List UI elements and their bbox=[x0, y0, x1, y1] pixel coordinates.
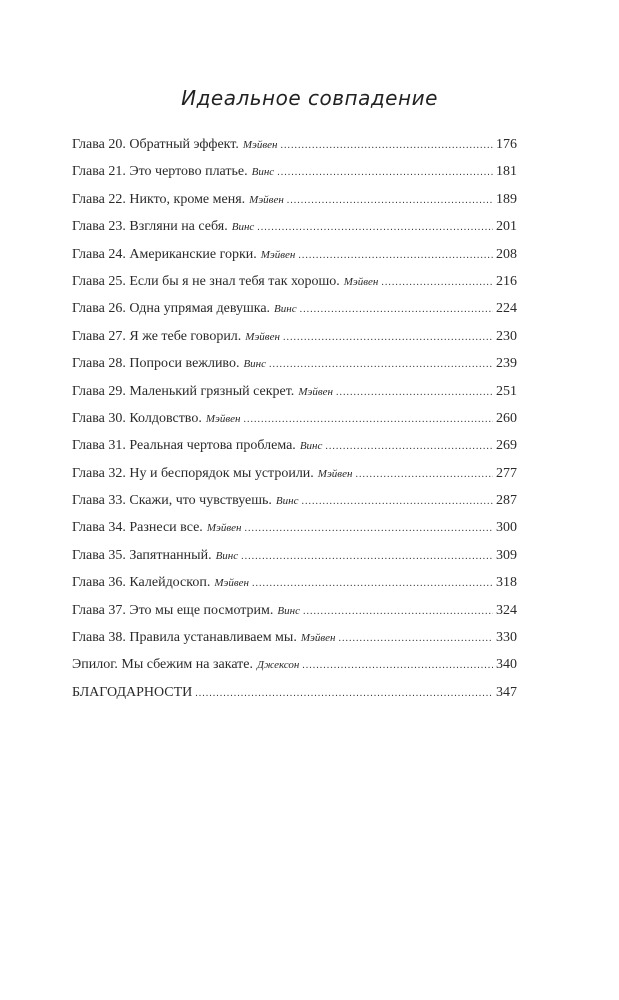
toc-entry-title: Эпилог. Мы сбежим на закате. bbox=[72, 657, 254, 673]
toc-entry-page-number: 239 bbox=[496, 356, 517, 372]
dot-leader bbox=[277, 159, 493, 186]
dot-leader bbox=[243, 406, 493, 433]
toc-entry-page-number: 224 bbox=[496, 301, 517, 317]
dot-leader bbox=[257, 214, 493, 241]
toc-entry-author: Мэйвен bbox=[300, 632, 336, 645]
toc-entry-title: Глава 34. Разнеси все. bbox=[72, 520, 203, 536]
toc-entry bbox=[72, 487, 517, 514]
toc-entry-author: Мэйвен bbox=[260, 248, 296, 261]
dot-leader bbox=[287, 187, 493, 214]
toc-entry-page-number: 330 bbox=[496, 630, 517, 646]
toc-entry-title: Глава 37. Это мы еще посмотрим. bbox=[72, 602, 274, 618]
toc-entry-page-number: 208 bbox=[496, 246, 517, 262]
toc-entry-title: Глава 30. Колдовство. bbox=[72, 410, 202, 426]
toc-entry-title: Глава 25. Если бы я не знал тебя так хорошо. bbox=[72, 273, 340, 289]
toc-entry-author: Мэйвен bbox=[214, 577, 249, 590]
dot-leader bbox=[302, 652, 493, 679]
toc-entry-author: Винс bbox=[277, 604, 300, 617]
toc-entry-page-number: 251 bbox=[496, 383, 517, 399]
toc-entry-title: Глава 32. Ну и беспорядок мы устроили. bbox=[72, 465, 314, 481]
toc-entry-title: Глава 21. Это чертово платье. bbox=[72, 164, 248, 180]
toc-entry bbox=[72, 651, 517, 678]
toc-entry-author: Мэйвен bbox=[206, 522, 242, 535]
page-title: Идеальное совпадение bbox=[181, 86, 438, 110]
toc-entry-page-number: 318 bbox=[496, 575, 517, 591]
toc-entry-author: Мэйвен bbox=[245, 330, 280, 343]
toc-entry-author: Мэйвен bbox=[298, 385, 333, 398]
toc-entry bbox=[72, 378, 517, 405]
toc-entry bbox=[72, 460, 517, 487]
toc-entry bbox=[72, 514, 517, 541]
dot-leader bbox=[241, 543, 493, 570]
toc-entry-author: Винс bbox=[274, 303, 297, 316]
toc-entry-title: Глава 33. Скажи, что чувствуешь. bbox=[72, 493, 272, 509]
table-of-contents bbox=[72, 131, 517, 706]
toc-entry-page-number: 216 bbox=[496, 273, 517, 289]
toc-entry-author: Винс bbox=[243, 358, 267, 371]
dot-leader bbox=[252, 570, 493, 597]
dot-leader bbox=[298, 242, 493, 269]
toc-entry bbox=[72, 213, 517, 240]
toc-entry-page-number: 324 bbox=[496, 602, 517, 618]
toc-entry-title: БЛАГОДАРНОСТИ bbox=[72, 684, 193, 700]
toc-entry bbox=[72, 405, 517, 432]
toc-entry-title: Глава 20. Обратный эффект. bbox=[72, 137, 239, 152]
toc-entry bbox=[72, 350, 517, 377]
toc-entry-page-number: 347 bbox=[496, 684, 517, 700]
toc-entry-page-number: 181 bbox=[496, 164, 517, 180]
toc-entry bbox=[72, 542, 517, 569]
dot-leader bbox=[338, 625, 493, 652]
toc-entry-page-number: 260 bbox=[496, 410, 517, 426]
dot-leader bbox=[336, 379, 493, 406]
dot-leader bbox=[300, 296, 493, 323]
dot-leader bbox=[281, 132, 494, 159]
toc-entry bbox=[72, 186, 517, 213]
dot-leader bbox=[303, 598, 493, 625]
toc-entry bbox=[72, 268, 517, 295]
toc-entry bbox=[72, 597, 517, 624]
toc-entry-title: Глава 36. Калейдоскоп. bbox=[72, 575, 211, 591]
dot-leader bbox=[269, 351, 493, 378]
toc-entry bbox=[72, 323, 517, 350]
toc-entry bbox=[72, 241, 517, 268]
toc-entry-author: Джексон bbox=[257, 659, 300, 672]
toc-entry bbox=[72, 679, 517, 706]
dot-leader bbox=[355, 461, 493, 488]
toc-entry-title: Глава 27. Я же тебе говорил. bbox=[72, 328, 242, 344]
toc-entry-author: Мэйвен bbox=[317, 467, 353, 480]
toc-entry-page-number: 287 bbox=[496, 493, 517, 509]
toc-entry-title: Глава 28. Попроси вежливо. bbox=[72, 356, 240, 372]
toc-entry-title: Глава 26. Одна упрямая девушка. bbox=[72, 301, 271, 317]
toc-entry-author: Винс bbox=[251, 166, 275, 179]
toc-entry-author: Мэйвен bbox=[249, 193, 284, 206]
toc-entry bbox=[72, 624, 517, 651]
toc-entry-page-number: 176 bbox=[496, 137, 517, 152]
toc-entry-title: Глава 31. Реальная чертова проблема. bbox=[72, 438, 296, 454]
toc-entry-page-number: 300 bbox=[496, 520, 517, 536]
toc-entry bbox=[72, 131, 517, 158]
toc-entry bbox=[72, 295, 517, 322]
toc-entry-author: Винс bbox=[275, 495, 299, 508]
toc-entry-author: Винс bbox=[215, 549, 239, 562]
dot-leader bbox=[301, 488, 493, 515]
toc-entry-author: Мэйвен bbox=[242, 139, 278, 151]
toc-entry-title: Глава 35. Запятнанный. bbox=[72, 547, 212, 563]
dot-leader bbox=[195, 680, 493, 707]
dot-leader bbox=[325, 433, 493, 460]
dot-leader bbox=[283, 324, 493, 351]
toc-entry bbox=[72, 432, 517, 459]
toc-entry-author: Винс bbox=[299, 440, 323, 453]
toc-entry-title: Глава 29. Маленький грязный секрет. bbox=[72, 383, 295, 399]
dot-leader bbox=[381, 269, 493, 296]
toc-entry bbox=[72, 158, 517, 185]
toc-entry bbox=[72, 569, 517, 596]
dot-leader bbox=[244, 515, 493, 542]
toc-entry-page-number: 309 bbox=[496, 547, 517, 563]
toc-entry-page-number: 269 bbox=[496, 438, 517, 454]
toc-entry-title: Глава 24. Американские горки. bbox=[72, 246, 257, 262]
toc-entry-page-number: 340 bbox=[496, 657, 517, 673]
toc-entry-title: Глава 38. Правила устанавливаем мы. bbox=[72, 630, 297, 646]
toc-entry-page-number: 201 bbox=[496, 219, 517, 235]
toc-entry-page-number: 189 bbox=[496, 191, 517, 207]
toc-entry-author: Винс bbox=[231, 221, 255, 234]
toc-entry-author: Мэйвен bbox=[343, 275, 379, 288]
toc-entry-title: Глава 22. Никто, кроме меня. bbox=[72, 191, 246, 207]
toc-entry-author: Мэйвен bbox=[205, 412, 241, 425]
toc-entry-title: Глава 23. Взгляни на себя. bbox=[72, 219, 228, 235]
toc-entry-page-number: 230 bbox=[496, 328, 517, 344]
toc-entry-page-number: 277 bbox=[496, 465, 517, 481]
